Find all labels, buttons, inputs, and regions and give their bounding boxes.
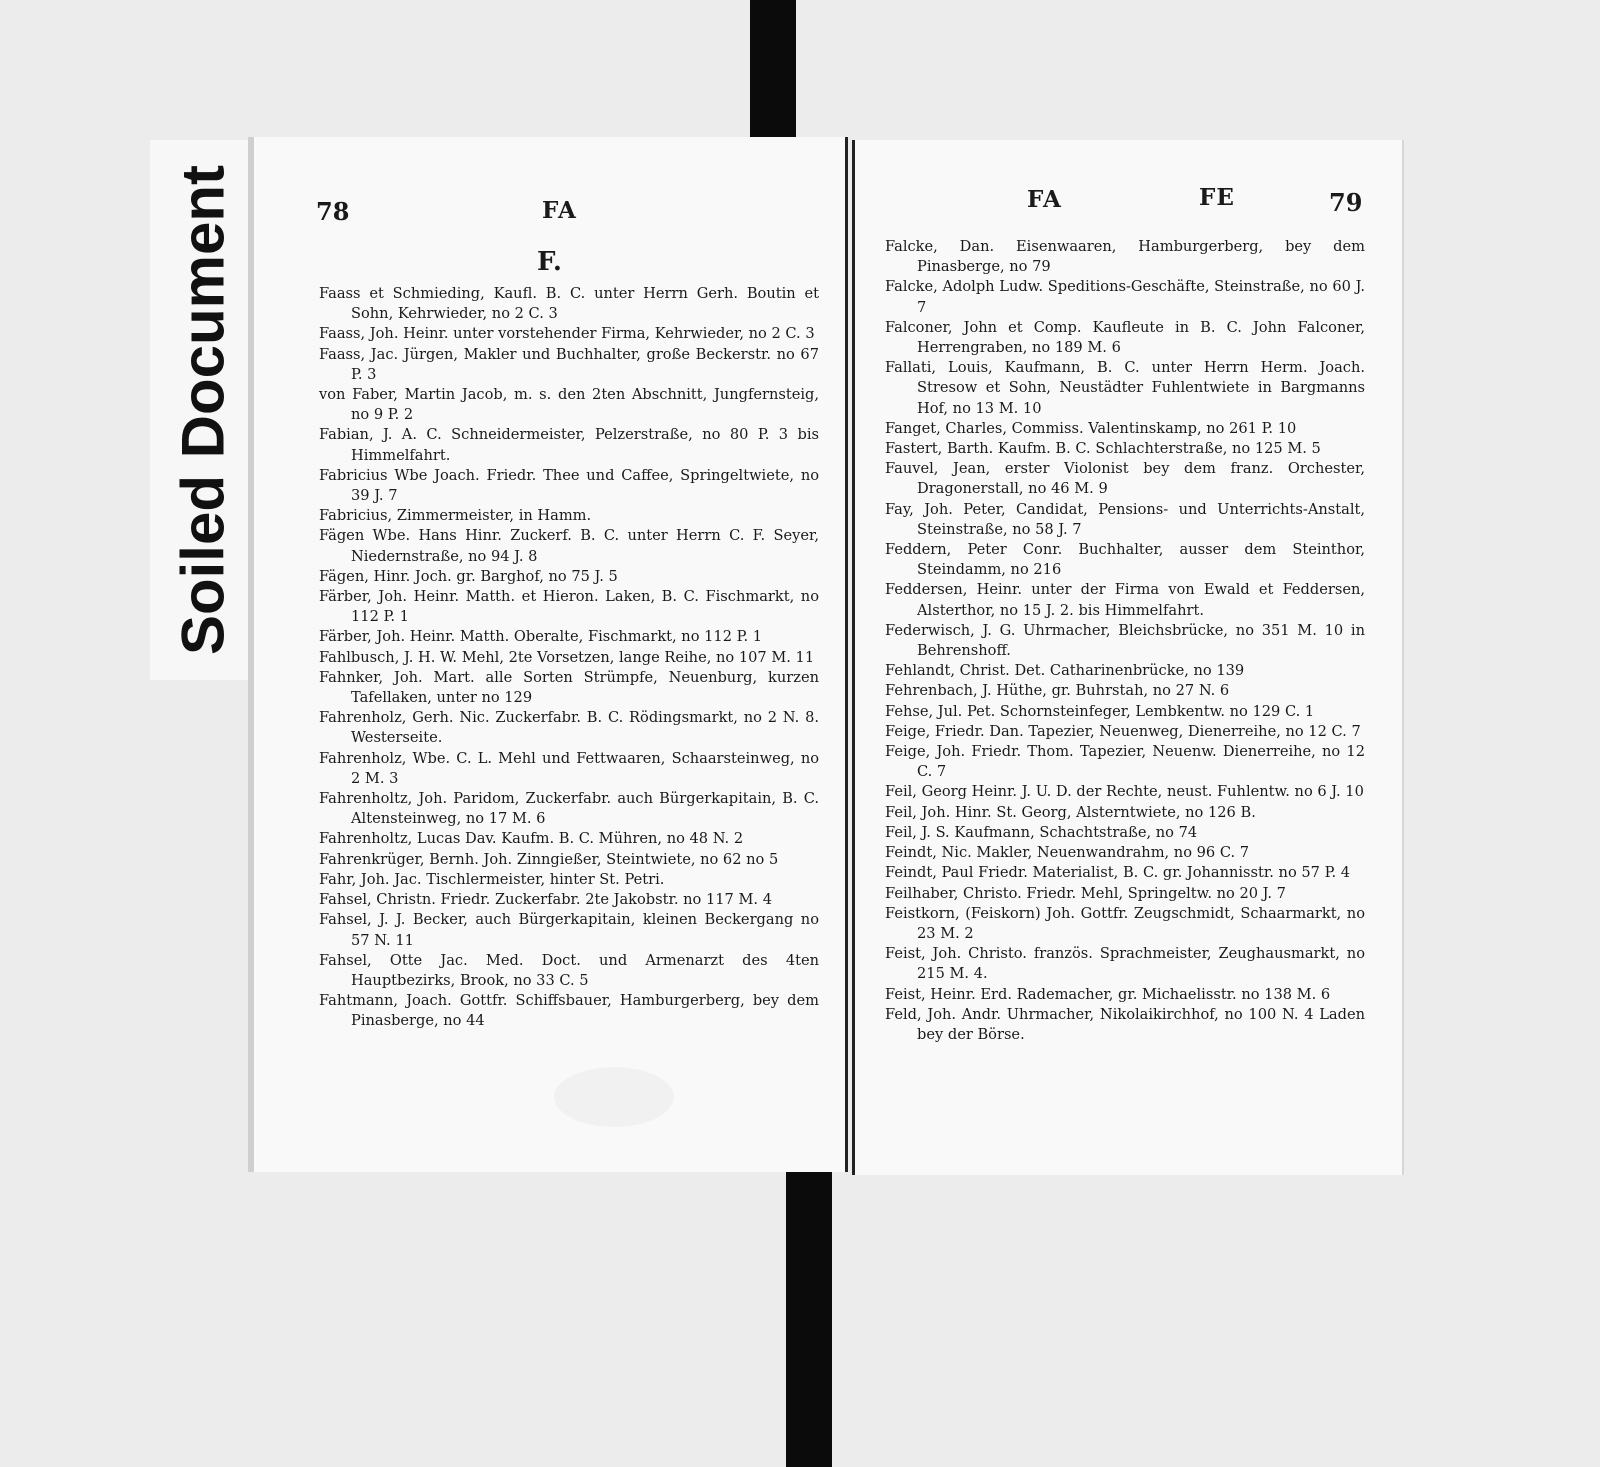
section-letter: F.: [537, 247, 562, 277]
left-page: [248, 137, 848, 1172]
right-page: [852, 140, 1404, 1175]
directory-entry: Fahrenholz, Gerh. Nic. Zuckerfabr. B. C. Rödingsmarkt, no 2 N. 8. Westerseite.: [319, 709, 819, 747]
running-header-left: FA: [1027, 186, 1062, 213]
directory-entry: Feddersen, Heinr. unter der Firma von Ewald et Feddersen, Alsterthor, no 15 J. 2. bis Himmelfahrt.: [885, 581, 1365, 619]
directory-entry: Fahsel, Christn. Friedr. Zuckerfabr. 2te Jakobstr. no 117 M. 4: [319, 891, 772, 909]
directory-entry: Fahsel, Otte Jac. Med. Doct. und Armenarzt des 4ten Hauptbezirks, Brook, no 33 C. 5: [319, 951, 819, 989]
directory-entry: Fabian, J. A. C. Schneidermeister, Pelzerstraße, no 80 P. 3 bis Himmelfahrt.: [319, 426, 819, 464]
directory-entry: Federwisch, J. G. Uhrmacher, Bleichsbrücke, no 351 M. 10 in Behrenshoff.: [885, 621, 1365, 660]
running-header-right: FE: [1199, 184, 1235, 211]
directory-entry: Feld, Joh. Andr. Uhrmacher, Nikolaikirchhof, no 100 N. 4 Laden bey der Börse.: [885, 1005, 1365, 1043]
directory-entry: Fahrenholtz, Joh. Paridom, Zuckerfabr. auch Bürgerkapitain, B. C. Altensteinweg, no 17 M. 6: [319, 790, 819, 828]
binding-strip-top: [750, 0, 796, 140]
running-header: FA: [542, 197, 577, 224]
directory-entry: Falcke, Dan. Eisenwaaren, Hamburgerberg, bey dem Pinasberge, no 79: [885, 238, 1365, 276]
directory-entry: Feist, Joh. Christo. französ. Sprachmeister, Zeughausmarkt, no 215 M. 4.: [885, 945, 1365, 983]
directory-entry: Feistkorn, (Feiskorn) Joh. Gottfr. Zeugschmidt, Schaarmarkt, no 23 M. 2: [885, 904, 1365, 942]
directory-entry: Falconer, John et Comp. Kaufleute in B. C. John Falconer, Herrengraben, no 189 M. 6: [885, 318, 1365, 357]
directory-entry: Fägen, Hinr. Joch. gr. Barghof, no 75 J. 5: [319, 567, 618, 585]
directory-entry: Feindt, Paul Friedr. Materialist, B. C. gr. Johannisstr. no 57 P. 4: [885, 864, 1351, 882]
directory-entry: Fahrenholtz, Lucas Dav. Kaufm. B. C. Mühren, no 48 N. 2: [319, 830, 744, 848]
directory-entry: Fahnker, Joh. Mart. alle Sorten Strümpfe, Neuenburg, kurzen Tafellaken, unter no 129: [319, 668, 819, 707]
directory-entry: Färber, Joh. Heinr. Matth. Oberalte, Fischmarkt, no 112 P. 1: [319, 628, 763, 646]
directory-entry: Fanget, Charles, Commiss. Valentinskamp, no 261 P. 10: [885, 419, 1297, 437]
directory-entry: Feindt, Nic. Makler, Neuenwandrahm, no 96 C. 7: [885, 844, 1250, 862]
directory-entry: Faass, Joh. Heinr. unter vorstehender Firma, Kehrwieder, no 2 C. 3: [319, 325, 815, 343]
directory-entry: Falcke, Adolph Ludw. Speditions-Geschäfte, Steinstraße, no 60 J. 7: [885, 278, 1365, 316]
directory-entry: Fahr, Joh. Jac. Tischlermeister, hinter St. Petri.: [319, 870, 665, 888]
directory-entry: Feige, Friedr. Dan. Tapezier, Neuenweg, Dienerreihe, no 12 C. 7: [885, 722, 1361, 740]
directory-entries: [319, 284, 819, 1032]
directory-entry: Faass et Schmieding, Kaufl. B. C. unter Herrn Gerh. Boutin et Sohn, Kehrwieder, no 2 C. 3: [319, 285, 819, 323]
binding-strip-bottom: [786, 1160, 832, 1467]
directory-entry: Fahsel, J. J. Becker, auch Bürgerkapitain, kleinen Beckergang no 57 N. 11: [319, 911, 819, 949]
directory-entry: Feil, Joh. Hinr. St. Georg, Alsterntwiete, no 126 B.: [885, 803, 1256, 821]
page-number: 78: [316, 197, 350, 226]
directory-entry: Fabricius Wbe Joach. Friedr. Thee und Caffee, Springeltwiete, no 39 J. 7: [319, 466, 819, 505]
stain-mark: [554, 1067, 674, 1127]
directory-entry: Fägen Wbe. Hans Hinr. Zuckerf. B. C. unter Herrn C. F. Seyer, Niedernstraße, no 94 J. 8: [319, 527, 819, 565]
directory-entry: Fahlbusch, J. H. W. Mehl, 2te Vorsetzen, lange Reihe, no 107 M. 11: [319, 648, 815, 666]
directory-entry: Fabricius, Zimmermeister, in Hamm.: [319, 507, 592, 525]
directory-entry: Fehlandt, Christ. Det. Catharinenbrücke, no 139: [885, 662, 1245, 680]
directory-entry: Feil, J. S. Kaufmann, Schachtstraße, no 74: [885, 823, 1198, 841]
directory-entry: von Faber, Martin Jacob, m. s. den 2ten Abschnitt, Jungfernsteig, no 9 P. 2: [319, 386, 819, 424]
directory-entry: Fahrenkrüger, Bernh. Joh. Zinngießer, Steintwiete, no 62 no 5: [319, 850, 779, 868]
directory-entry: Fauvel, Jean, erster Violonist bey dem franz. Orchester, Dragonerstall, no 46 M. 9: [885, 460, 1365, 498]
directory-entry: Fehse, Jul. Pet. Schornsteinfeger, Lembkentw. no 129 C. 1: [885, 702, 1315, 720]
page-number: 79: [1329, 188, 1363, 217]
directory-entry: Fehrenbach, J. Hüthe, gr. Buhrstah, no 27 N. 6: [885, 682, 1230, 700]
directory-entry: Feist, Heinr. Erd. Rademacher, gr. Michaelisstr. no 138 M. 6: [885, 985, 1331, 1003]
soiled-document-label: Soiled Document: [169, 164, 237, 656]
directory-entry: Fahtmann, Joach. Gottfr. Schiffsbauer, Hamburgerberg, bey dem Pinasberge, no 44: [319, 992, 819, 1030]
directory-entry: Feddern, Peter Conr. Buchhalter, ausser dem Steinthor, Steindamm, no 216: [885, 541, 1365, 579]
directory-entry: Fastert, Barth. Kaufm. B. C. Schlachterstraße, no 125 M. 5: [885, 440, 1321, 458]
directory-entry: Feilhaber, Christo. Friedr. Mehl, Springeltw. no 20 J. 7: [885, 884, 1286, 902]
directory-entry: Fallati, Louis, Kaufmann, B. C. unter Herrn Herm. Joach. Stresow et Sohn, Neustädter Fuhlentwiete in Bargmanns Hof, no 13 M. 10: [885, 359, 1365, 417]
directory-entry: Feige, Joh. Friedr. Thom. Tapezier, Neuenw. Dienerreihe, no 12 C. 7: [885, 743, 1365, 781]
directory-entry: Färber, Joh. Heinr. Matth. et Hieron. Laken, B. C. Fischmarkt, no 112 P. 1: [319, 588, 819, 626]
directory-entry: Fahrenholz, Wbe. C. L. Mehl und Fettwaaren, Schaarsteinweg, no 2 M. 3: [319, 749, 819, 787]
directory-entries: [885, 237, 1365, 1045]
directory-entry: Fay, Joh. Peter, Candidat, Pensions- und Unterrichts-Anstalt, Steinstraße, no 58 J. 7: [885, 500, 1365, 538]
directory-entry: Feil, Georg Heinr. J. U. D. der Rechte, neust. Fuhlentw. no 6 J. 10: [885, 783, 1364, 801]
directory-entry: Faass, Jac. Jürgen, Makler und Buchhalter, große Beckerstr. no 67 P. 3: [319, 345, 819, 383]
